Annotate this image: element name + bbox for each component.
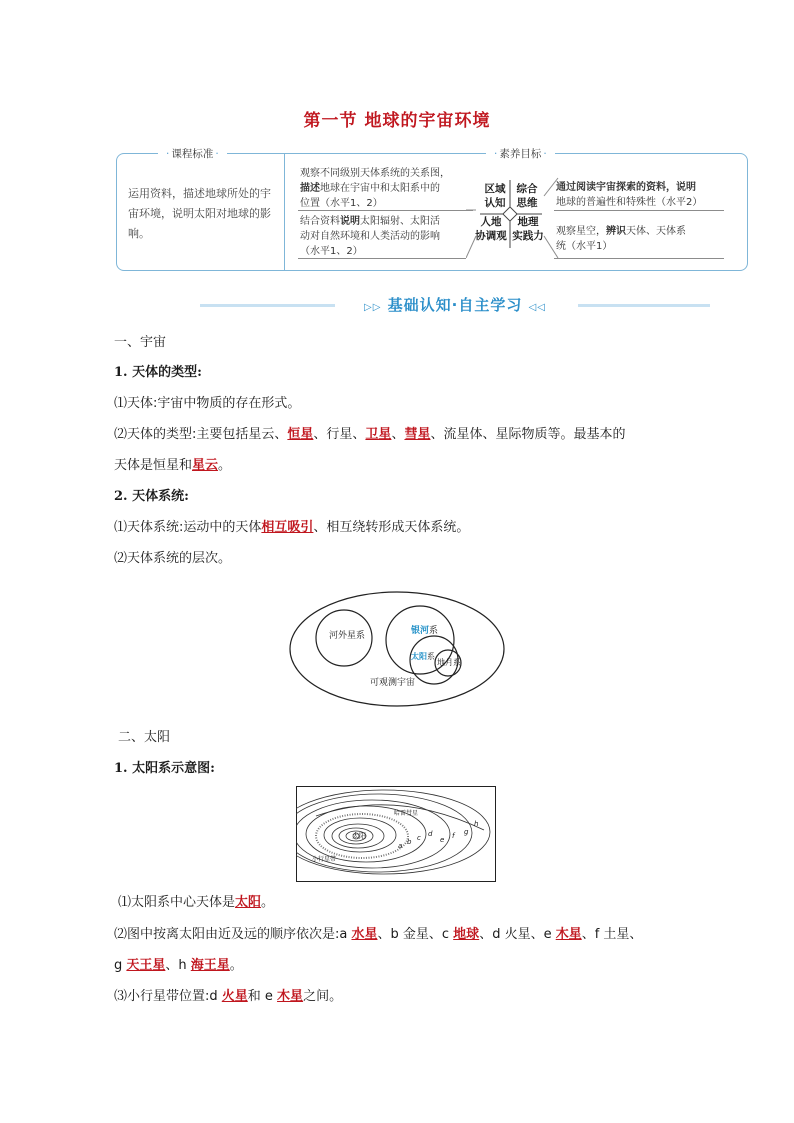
planet-letter: b bbox=[407, 838, 412, 846]
tag-literacy-goal: · 素养目标 · bbox=[486, 146, 555, 161]
label-milky-way: 银河系 bbox=[411, 626, 439, 636]
answer-blank: 太阳 bbox=[235, 895, 262, 910]
answer-blank: 地球 bbox=[453, 927, 480, 942]
celestial-hierarchy-diagram bbox=[288, 590, 506, 708]
goal-left-top: 观察不同级别天体系统的关系图， 描述地球在宇宙中和太阳系中的 位置（水平1、2） bbox=[300, 168, 450, 209]
goal-right-bottom: 观察星空，辨识天体、天体系 统（水平1） bbox=[556, 226, 686, 252]
text-line: ⑵天体的类型:主要包括星云、恒星、行星、卫星、彗星、流星体、星际物质等。最基本的 bbox=[114, 427, 626, 442]
question-heading: 1. 太阳系示意图: bbox=[114, 761, 215, 776]
answer-blank: 天王星 bbox=[126, 958, 166, 973]
answer-blank: 彗星 bbox=[404, 427, 431, 442]
literacy-regional-cognition: 区域 认知 bbox=[484, 183, 506, 209]
answer-blank: 海王星 bbox=[190, 958, 230, 973]
label-other-galaxies: 河外星系 bbox=[329, 631, 366, 641]
literacy-practice: 地理 实践力 bbox=[512, 216, 544, 242]
planet-letter: h bbox=[474, 820, 479, 828]
text-line: ⑴天体:宇宙中物质的存在形式。 bbox=[114, 396, 301, 411]
text-line: g 天王星、h 海王星。 bbox=[114, 958, 243, 973]
goal-underline bbox=[298, 258, 466, 259]
planet-letter: f bbox=[452, 832, 455, 840]
question-heading: 2. 天体系统: bbox=[114, 489, 189, 504]
answer-blank: 木星 bbox=[277, 989, 304, 1004]
label-sun: 太阳 bbox=[352, 832, 366, 840]
text-line: ⑵图中按离太阳由近及远的顺序依次是:a 水星、b 金星、c 地球、d 火星、e 木星、f 土星、 bbox=[114, 927, 643, 942]
tag-course-standard: · 课程标准 · bbox=[158, 146, 227, 161]
label-observable-universe: 可观测宇宙 bbox=[370, 678, 416, 688]
text-line: ⑵天体系统的层次。 bbox=[114, 551, 232, 566]
literacy-human-land: 人地 协调观 bbox=[475, 216, 507, 242]
standards-divider bbox=[284, 153, 285, 271]
course-standard-text: 运用资料，描述地球所处的宇宙环境，说明太阳对地球的影响。 bbox=[128, 187, 271, 240]
answer-blank: 星云 bbox=[192, 458, 219, 473]
goal-underline bbox=[554, 258, 724, 259]
label-earth-moon: 地月系 bbox=[437, 658, 461, 667]
answer-blank: 恒星 bbox=[287, 427, 314, 442]
planet-letter: c bbox=[417, 834, 421, 842]
goal-left-bottom: 结合资料说明太阳辐射、太阳活 动对自然环境和人类活动的影响 （水平1、2） bbox=[300, 216, 440, 257]
goal-right-top: 通过阅读宇宙探索的资料，说明 地球的普遍性和特殊性（水平2） bbox=[556, 182, 703, 208]
label-comet: 哈雷彗星 bbox=[394, 810, 419, 817]
section-heading-sun: 二、太阳 bbox=[118, 730, 171, 745]
banner-title: 基础认知·自主学习 bbox=[387, 296, 523, 314]
answer-blank: 火星 bbox=[221, 989, 248, 1004]
answer-blank: 水星 bbox=[351, 927, 378, 942]
literacy-comprehensive-thinking: 综合 思维 bbox=[516, 183, 538, 209]
text-line: ⑶小行星带位置:d 火星和 e 木星之间。 bbox=[114, 989, 343, 1004]
section-banner bbox=[200, 292, 710, 318]
planet-letter: a bbox=[398, 842, 403, 850]
planet-letter: d bbox=[428, 830, 433, 838]
label-solar-system: 太阳系 bbox=[411, 652, 435, 661]
answer-blank: 相互吸引 bbox=[261, 520, 314, 535]
answer-blank: 卫星 bbox=[365, 427, 392, 442]
planet-letter: g bbox=[464, 828, 469, 836]
answer-blank: 木星 bbox=[555, 927, 582, 942]
text-line: 天体是恒星和星云。 bbox=[114, 458, 232, 473]
planet-letter: e bbox=[440, 836, 445, 844]
text-line: ⑴天体系统:运动中的天体相互吸引、相互绕转形成天体系统。 bbox=[114, 520, 470, 535]
triangle-left-icon: ◁◁ bbox=[528, 302, 546, 313]
question-heading: 1. 天体的类型: bbox=[114, 365, 202, 380]
goal-underline bbox=[554, 210, 724, 211]
label-asteroid-belt: 小行星带 bbox=[312, 856, 337, 863]
section-heading-universe: 一、宇宙 bbox=[114, 335, 167, 350]
goal-underline bbox=[298, 210, 473, 211]
text-line: ⑴太阳系中心天体是太阳。 bbox=[118, 895, 275, 910]
triangle-right-icon: ▷▷ bbox=[364, 302, 382, 313]
page-title: 第一节 地球的宇宙环境 bbox=[303, 111, 491, 131]
